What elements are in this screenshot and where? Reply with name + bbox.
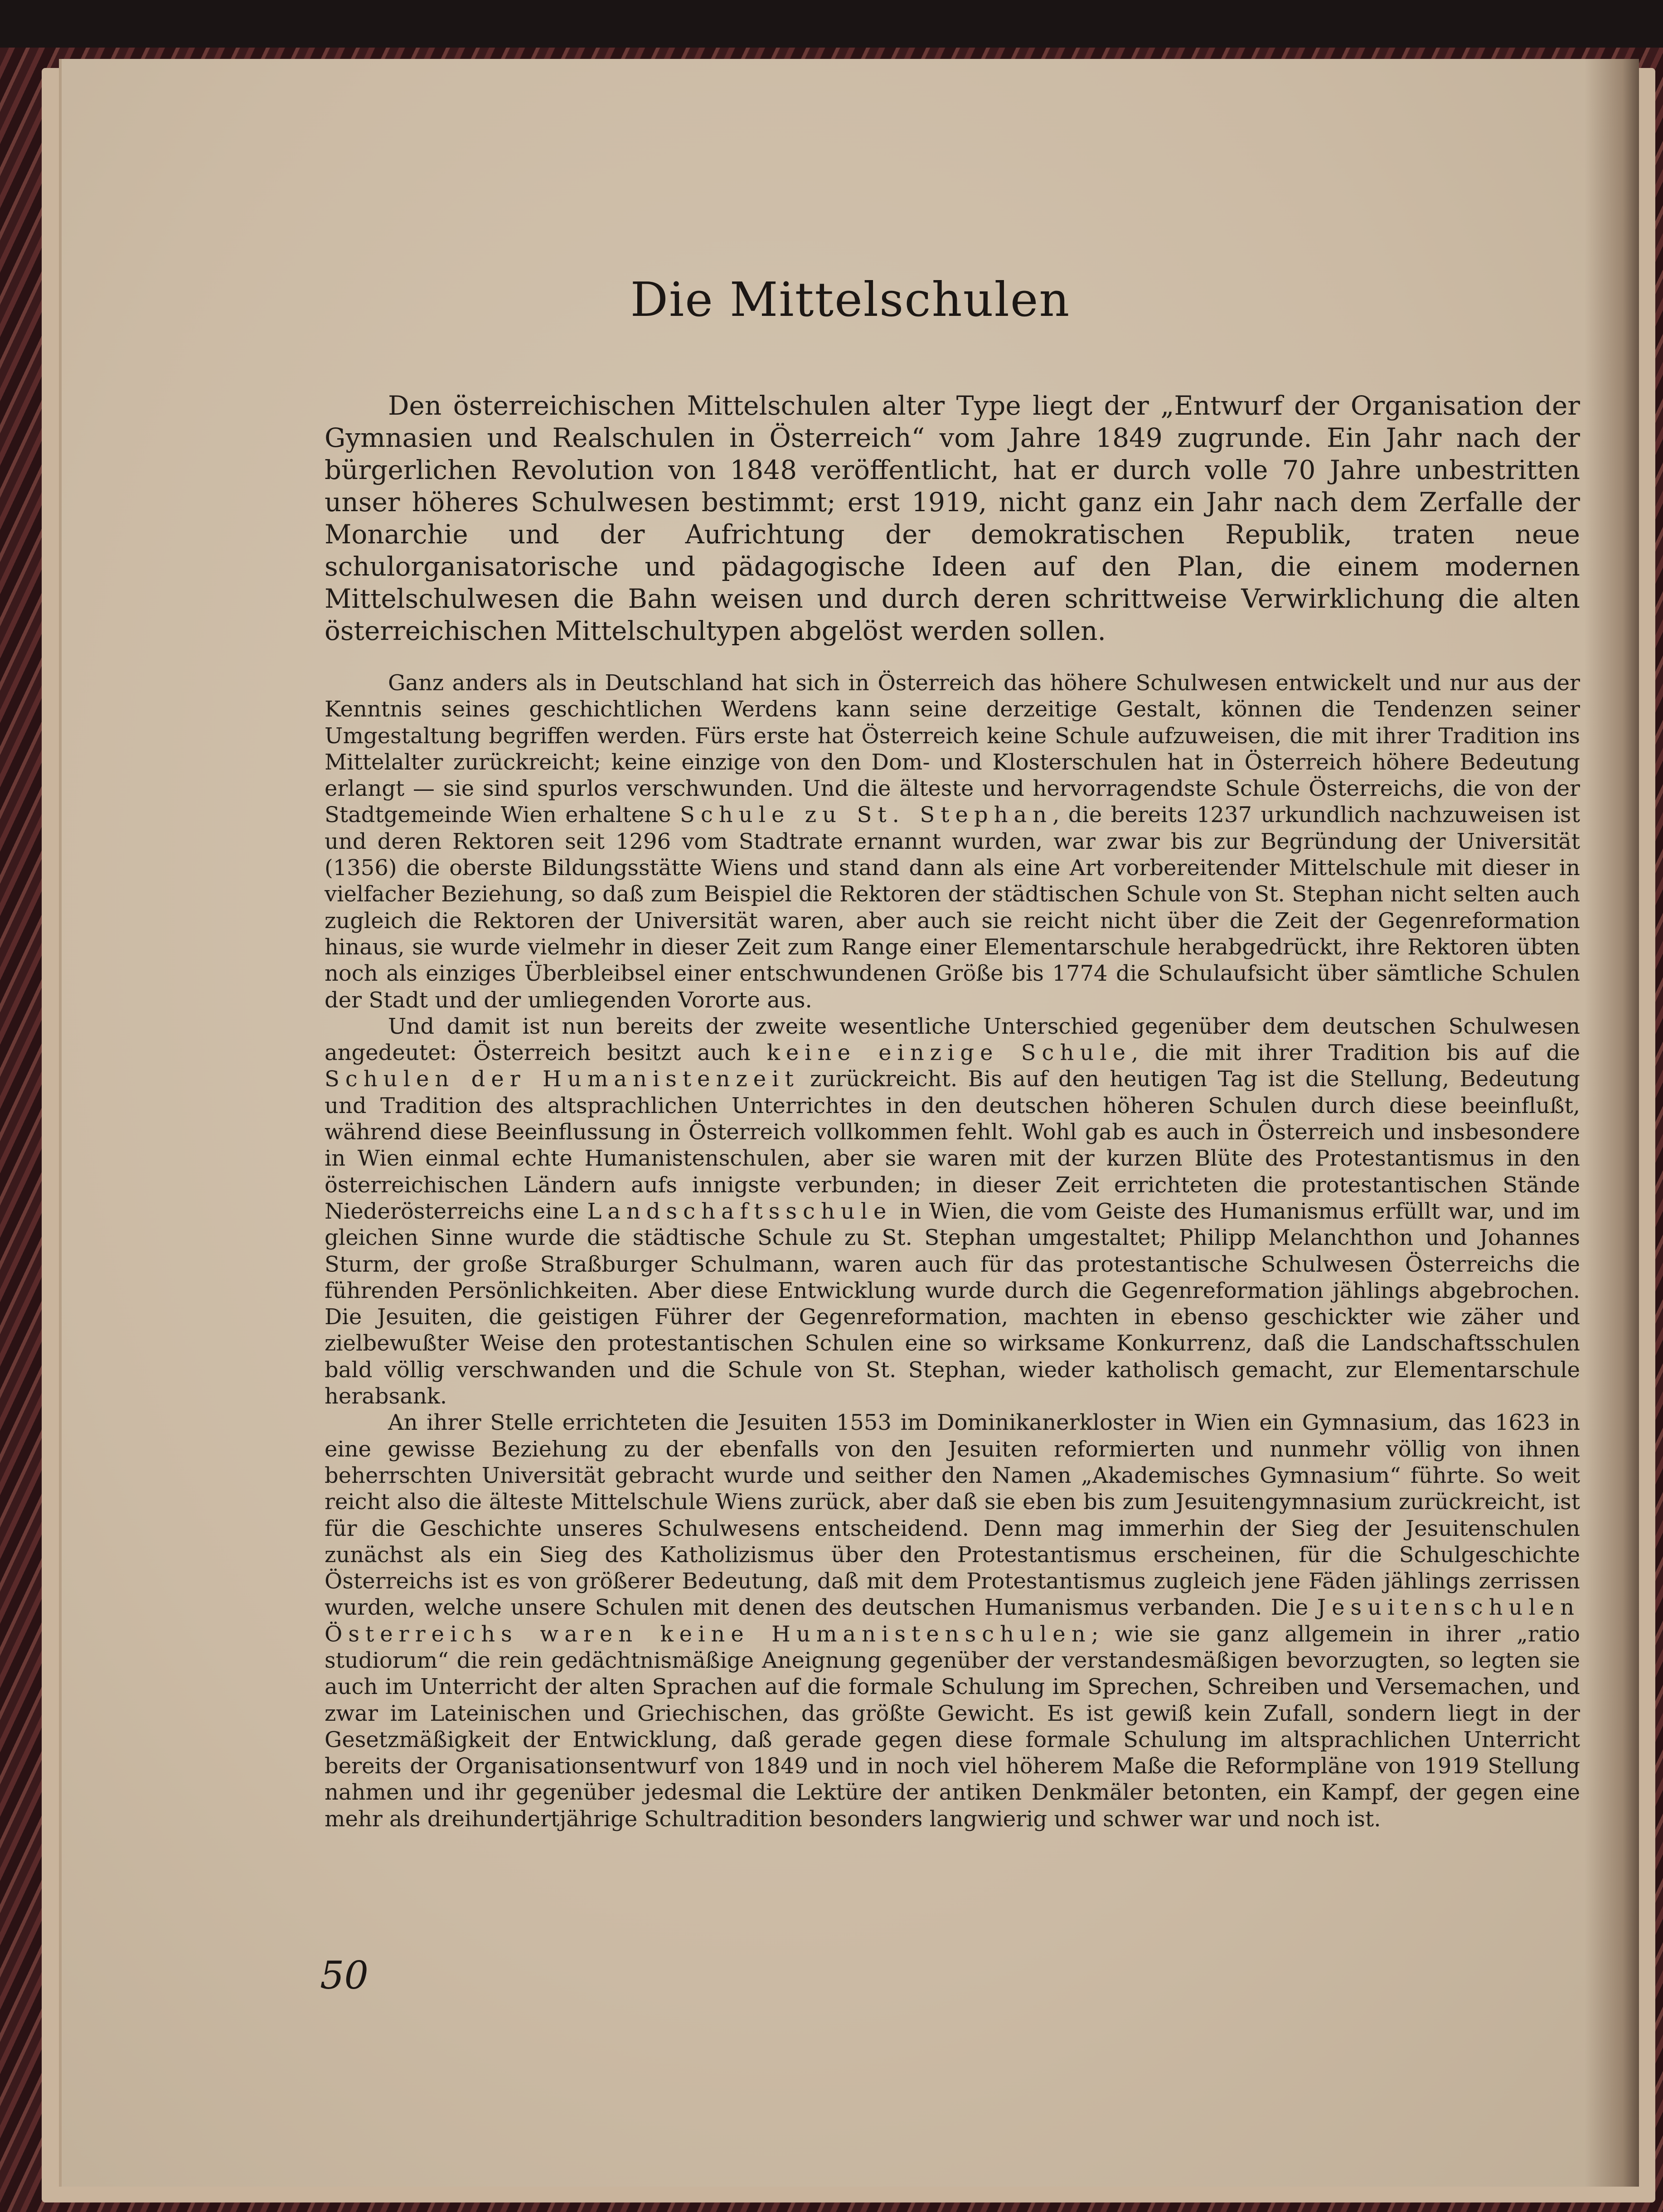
paragraph-4-text-a: An ihrer Stelle errichteten die Jesuiten 1553 im Dominikanerkloster in Wien ein Gymnasium, das 1623 in eine gewisse Beziehung zu der ebenfalls von den Jesuiten reformierten und nunmehr völlig von ihnen beherrschten Universität gebracht wurde und seither den Namen „Akademisches Gymnasium“ führte. So weit reicht also die älteste Mittelschule Wiens zurück, aber daß sie eben bis zum Jesuitengymnasium zurückreicht, ist für die Geschichte unseres Schulwesens entscheidend. Denn mag immerhin der Sieg der Jesuitenschulen zunächst als ein Sieg des Katholizismus über den Protestantismus erscheinen, für die Schulgeschichte Österreichs ist es von größerer Bedeutung, daß mit dem Protestantismus zugleich jene Fäden jählings zerrissen wurden, welche unsere Schulen mit denen des deutschen Humanismus verbanden. Die [325,1410,1580,1621]
paragraph-3-text-g: in Wien, die vom Geiste des Humanismus erfüllt war, und im gleichen Sinne wurde die städtische Schule zu St. Stephan umgestaltet; Philipp Melanchthon und Johannes Sturm, der große Straßburger Schulmann, waren auch für das protestantische Schulwesen Österreichs die führenden Persönlichkeiten. Aber diese Entwicklung wurde durch die Gegenreformation jählings abgebrochen. Die Jesuiten, die geistigen Führer der Gegenreformation, machten in ebenso geschickter wie zäher und zielbewußter Weise den protestantischen Schulen eine so wirksame Konkurrenz, daß die Landschaftsschulen bald völlig verschwanden und die Schule von St. Stephan, wieder katholisch gemacht, zur Elementarschule herabsank. [325,1198,1581,1409]
paragraph-3-emphasis-2: Schulen der Humanistenzeit [325,1066,800,1092]
paragraph-3-text-a: Und damit ist nun bereits der zweite wesentliche Unterschied gegenüber dem deutschen Schulwesen angedeutet: Österreich besitzt auch [325,1013,1580,1066]
body-text [325,390,1580,1832]
paragraph-3-text-e: zurückreicht. Bis auf den heutigen Tag ist die Stellung, Bedeutung und Tradition des altsprachlichen Unterrichtes in den deutschen höheren Schulen durch diese beeinflußt, während diese Beeinflussung in Österreich vollkommen fehlt. Wohl gab es auch in Österreich und insbesondere in Wien einmal echte Humanistenschulen, aber sie waren mit der kurzen Blüte des Protestantismus in den österreichischen Ländern aufs innigste verbunden; in dieser Zeit errichteten die protestantischen Stände Niederösterreichs eine [325,1066,1581,1224]
paragraph-3 [325,1013,1580,1409]
page-title: Die Mittelschulen [630,272,1071,327]
paragraph-4 [325,1409,1580,1832]
page-gutter-shadow [1585,59,1639,2187]
paragraph-3-emphasis-3: Landschaftsschule [587,1198,892,1224]
paragraph-2-emphasis: Schule zu St. Stephan [680,802,1053,828]
paragraph-2-text-a: Ganz anders als in Deutschland hat sich in Österreich das höhere Schulwesen entwickelt und nur aus der Kenntnis seines geschichtlichen Werdens kann seine derzeitige Gestalt, können die Tendenzen seiner Umgestaltung begriffen werden. Fürs erste hat Österreich keine Schule aufzuweisen, die mit ihrer Tradition ins Mittelalter zurückreicht; keine einzige von den Dom- und Klosterschulen hat in Österreich höhere Bedeutung erlangt — sie sind spurlos verschwunden. Und die älteste und hervorragendste Schule Österreichs, die von der Stadtgemeinde Wien erhaltene [325,670,1580,828]
paragraph-4-emphasis: Jesuitenschulen Österreichs waren keine Humanistenschulen [325,1595,1580,1647]
paragraph-2-text-c: , die bereits 1237 urkundlich nachzuweisen ist und deren Rektoren seit 1296 vom Stadtrate ernannt wurden, war zwar bis zur Begründung der Universität (1356) die oberste Bildungsstätte Wiens und stand dann als eine Art vorbereitender Mittelschule mit dieser in vielfacher Beziehung, so daß zum Beispiel die Rektoren der städtischen Schule von St. Stephan nicht selten auch zugleich die Rektoren der Universität waren, aber auch sie reicht nicht über die Zeit der Gegenreformation hinaus, sie wurde vielmehr in dieser Zeit zum Range einer Elementarschule herabgedrückt, ihre Rektoren übten noch als einziges Überbleibsel einer entschwundenen Größe bis 1774 die Schulaufsicht über sämtliche Schulen der Stadt und der umliegenden Vororte aus. [325,802,1580,1013]
book-page [59,59,1639,2187]
paragraph-2 [325,670,1580,1013]
paragraph-3-text-c: , die mit ihrer Tradition bis auf die [1131,1040,1580,1066]
paragraph-3-emphasis-1: keine einzige Schule [766,1040,1132,1066]
paragraph-4-text-c: ; wie sie ganz allgemein in ihrer „ratio studiorum“ die rein gedächtnismäßige Aneignung gegenüber der verstandesmäßigen bevorzugten, so legten sie auch im Unterricht der alten Sprachen auf die formale Schulung im Sprechen, Schreiben und Versemachen, und zwar im Lateinischen und Griechischen, das größte Gewicht. Es ist gewiß kein Zufall, sondern liegt in der Gesetzmäßigkeit der Entwicklung, daß gerade gegen diese formale Schulung im altsprachlichen Unterricht bereits der Organisationsentwurf von 1849 und in noch viel höherem Maße die Reformpläne von 1919 Stellung nahmen und ihr gegenüber jedesmal die Lektüre der antiken Denkmäler betonten, ein Kampf, der gegen eine mehr als dreihundertjährige Schultradition besonders langwierig und schwer war und noch ist. [325,1621,1580,1832]
intro-paragraph: Den österreichischen Mittelschulen alter Type liegt der „Entwurf der Organisation der Gymnasien und Realschulen in Österreich“ vom Jahre 1849 zugrunde. Ein Jahr nach der bürgerlichen Revolution von 1848 veröffentlicht, hat er durch volle 70 Jahre unbestritten unser höheres Schulwesen bestimmt; erst 1919, nicht ganz ein Jahr nach dem Zerfalle der Monarchie und der Aufrichtung der demokratischen Republik, traten neue schulorganisatorische und pädagogische Ideen auf den Plan, die einem modernen Mittelschulwesen die Bahn weisen und durch deren schrittweise Verwirklichung die alten österreichischen Mittelschultypen abgelöst werden sollen. [325,390,1580,646]
page-number: 50 [320,1953,368,1998]
